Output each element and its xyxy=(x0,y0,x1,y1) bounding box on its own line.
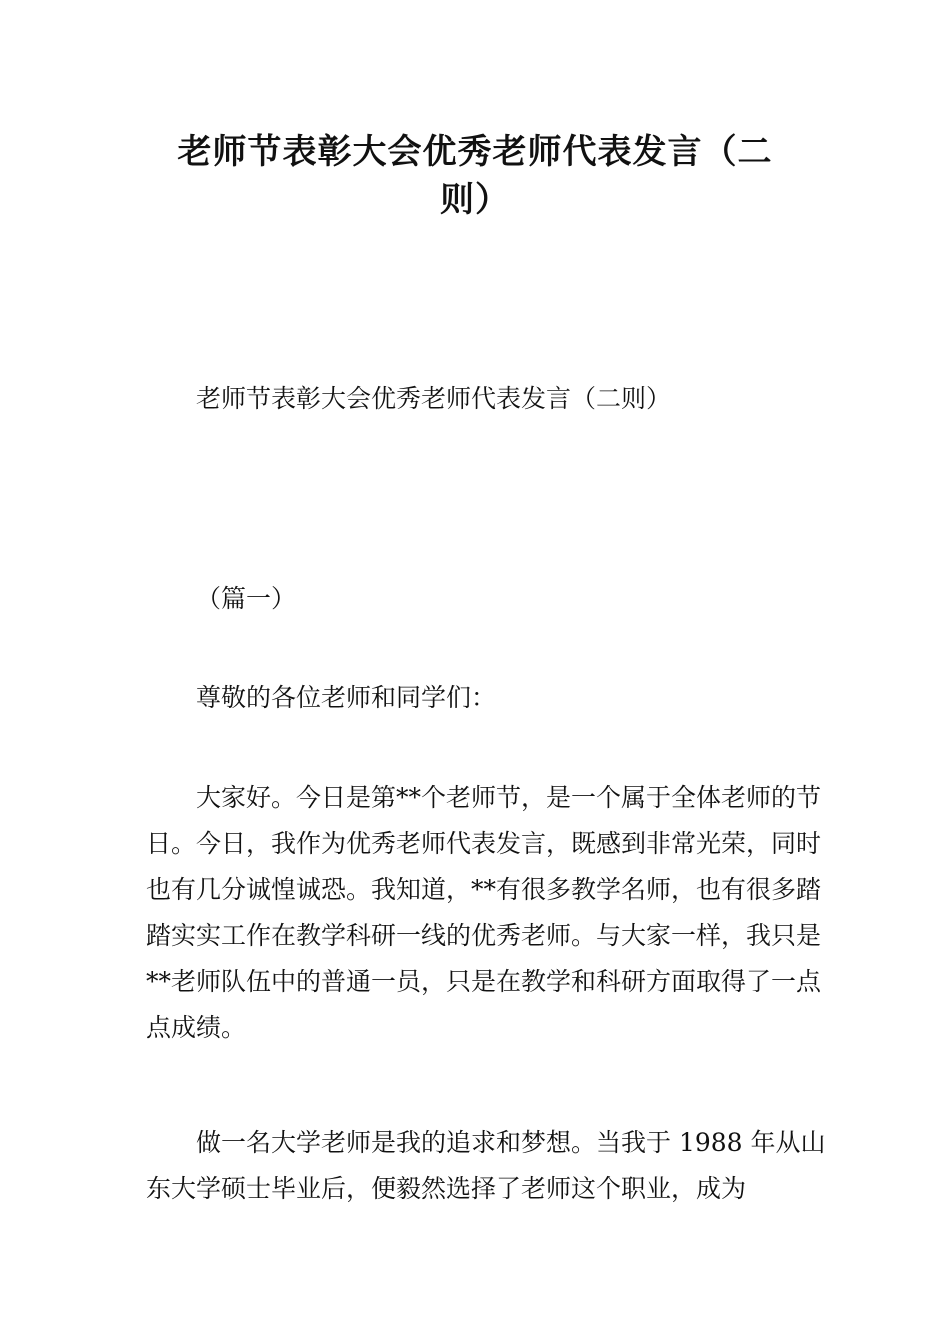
document-title xyxy=(160,128,790,224)
salutation: 尊敬的各位老师和同学们： xyxy=(196,683,497,712)
section-label: （篇一） xyxy=(196,584,297,613)
title-line-2: 则） xyxy=(440,180,510,220)
title-line-1: 老师节表彰大会优秀老师代表发言（二 xyxy=(177,132,773,172)
body-paragraph-1: 大家好。今日是第**个老师节，是一个属于全体老师的节日。今日，我作为优秀老师代表发言，既感到非常光荣，同时也有几分诚惶诚恐。我知道，**有很多教学名师，也有很多踏踏实实工作在教学科研一线的优秀老师。与大家一样，我只是**老师队伍中的普通一员，只是在教学和科研方面取得了一点点成绩。 xyxy=(146,783,822,1042)
body-paragraph-2: 做一名大学老师是我的追求和梦想。当我于 1988 年从山东大学硕士毕业后，便毅然选择了老师这个职业，成为 xyxy=(146,1128,826,1203)
document-subtitle: 老师节表彰大会优秀老师代表发言（二则） xyxy=(196,384,672,413)
